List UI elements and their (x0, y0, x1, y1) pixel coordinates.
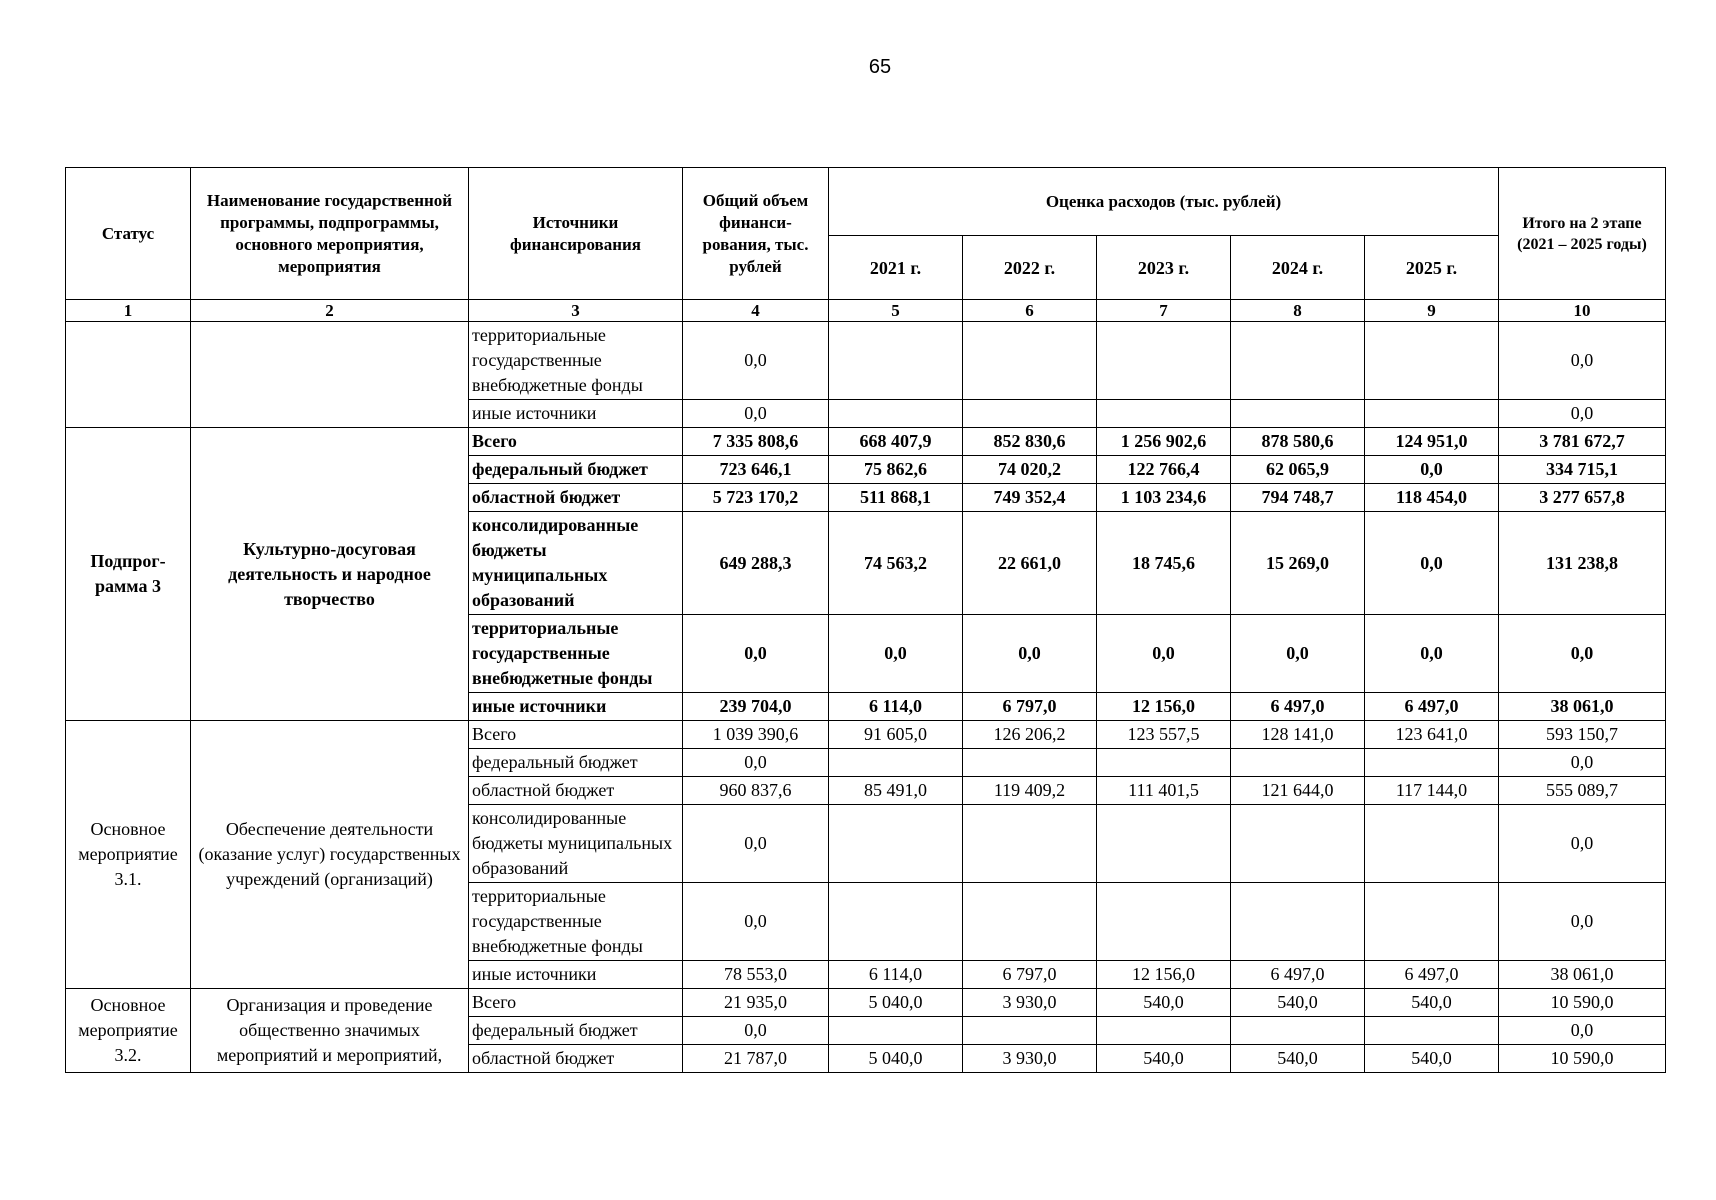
amount-cell: 6 114,0 (829, 961, 963, 989)
amount-cell: 0,0 (683, 615, 829, 693)
header-stage-total: Итого на 2 этапе (2021 – 2025 годы) (1499, 168, 1666, 300)
amount-cell (963, 749, 1097, 777)
amount-cell (1231, 1017, 1365, 1045)
amount-cell: 0,0 (683, 805, 829, 883)
amount-cell: 0,0 (829, 615, 963, 693)
header-year-2023: 2023 г. (1097, 236, 1231, 300)
amount-cell: 18 745,6 (1097, 512, 1231, 615)
amount-cell: 5 040,0 (829, 1045, 963, 1073)
amount-cell: 0,0 (683, 749, 829, 777)
amount-cell: 649 288,3 (683, 512, 829, 615)
amount-cell: 0,0 (1231, 615, 1365, 693)
amount-cell: 131 238,8 (1499, 512, 1666, 615)
amount-cell: 38 061,0 (1499, 693, 1666, 721)
amount-cell: 668 407,9 (829, 428, 963, 456)
amount-cell: 117 144,0 (1365, 777, 1499, 805)
amount-cell: 91 605,0 (829, 721, 963, 749)
status-cell: Основное мероприятие 3.1. (66, 721, 191, 989)
amount-cell (1231, 805, 1365, 883)
amount-cell: 74 563,2 (829, 512, 963, 615)
amount-cell (1097, 805, 1231, 883)
amount-cell (1231, 749, 1365, 777)
amount-cell: 74 020,2 (963, 456, 1097, 484)
amount-cell (1231, 322, 1365, 400)
column-number: 2 (191, 300, 469, 322)
amount-cell (1365, 805, 1499, 883)
funding-source-cell: территориальные государственные внебюджетные фонды (469, 883, 683, 961)
amount-cell: 593 150,7 (1499, 721, 1666, 749)
amount-cell: 0,0 (1365, 615, 1499, 693)
amount-cell: 540,0 (1231, 1045, 1365, 1073)
amount-cell: 3 277 657,8 (1499, 484, 1666, 512)
amount-cell (829, 400, 963, 428)
amount-cell: 0,0 (683, 883, 829, 961)
header-sources: Источники финансирования (469, 168, 683, 300)
amount-cell: 334 715,1 (1499, 456, 1666, 484)
amount-cell: 0,0 (1499, 1017, 1666, 1045)
amount-cell (1231, 400, 1365, 428)
funding-source-cell: областной бюджет (469, 1045, 683, 1073)
amount-cell (1231, 883, 1365, 961)
amount-cell: 852 830,6 (963, 428, 1097, 456)
funding-source-cell: территориальные государственные внебюджетные фонды (469, 322, 683, 400)
amount-cell: 0,0 (1499, 883, 1666, 961)
amount-cell (1365, 400, 1499, 428)
amount-cell: 3 930,0 (963, 1045, 1097, 1073)
amount-cell (963, 1017, 1097, 1045)
amount-cell: 62 065,9 (1231, 456, 1365, 484)
amount-cell: 239 704,0 (683, 693, 829, 721)
amount-cell: 21 787,0 (683, 1045, 829, 1073)
amount-cell (1097, 749, 1231, 777)
amount-cell: 124 951,0 (1365, 428, 1499, 456)
amount-cell: 126 206,2 (963, 721, 1097, 749)
amount-cell: 0,0 (683, 400, 829, 428)
funding-source-cell: Всего (469, 989, 683, 1017)
amount-cell: 118 454,0 (1365, 484, 1499, 512)
amount-cell: 6 797,0 (963, 961, 1097, 989)
table-body (66, 300, 1666, 1073)
status-cell: Основное мероприятие 3.2. (66, 989, 191, 1073)
amount-cell (1097, 883, 1231, 961)
funding-source-cell: иные источники (469, 961, 683, 989)
amount-cell: 1 103 234,6 (1097, 484, 1231, 512)
amount-cell: 12 156,0 (1097, 961, 1231, 989)
amount-cell: 3 930,0 (963, 989, 1097, 1017)
amount-cell: 12 156,0 (1097, 693, 1231, 721)
amount-cell: 10 590,0 (1499, 989, 1666, 1017)
amount-cell: 6 797,0 (963, 693, 1097, 721)
column-number: 6 (963, 300, 1097, 322)
amount-cell: 540,0 (1365, 989, 1499, 1017)
amount-cell: 119 409,2 (963, 777, 1097, 805)
amount-cell: 6 497,0 (1231, 961, 1365, 989)
amount-cell: 0,0 (1499, 615, 1666, 693)
status-cell: Подпрог-рамма 3 (66, 428, 191, 721)
amount-cell: 749 352,4 (963, 484, 1097, 512)
funding-source-cell: Всего (469, 428, 683, 456)
program-name-cell: Обеспечение деятельности (оказание услуг) государственных учреждений (организаций) (191, 721, 469, 989)
header-total: Общий объем финанси-рования, тыс. рублей (683, 168, 829, 300)
header-name: Наименование государственной программы, подпрограммы, основного мероприятия, мероприятия (191, 168, 469, 300)
funding-source-cell: областной бюджет (469, 484, 683, 512)
amount-cell (963, 322, 1097, 400)
amount-cell (963, 400, 1097, 428)
amount-cell: 0,0 (1499, 749, 1666, 777)
amount-cell: 555 089,7 (1499, 777, 1666, 805)
amount-cell (829, 805, 963, 883)
header-estimate: Оценка расходов (тыс. рублей) (829, 168, 1499, 236)
program-name-cell: Культурно-досуговая деятельность и народное творчество (191, 428, 469, 721)
amount-cell (829, 749, 963, 777)
page-number: 65 (868, 56, 892, 78)
column-number: 7 (1097, 300, 1231, 322)
amount-cell (1097, 322, 1231, 400)
status-cell (66, 322, 191, 428)
amount-cell: 38 061,0 (1499, 961, 1666, 989)
amount-cell: 7 335 808,6 (683, 428, 829, 456)
table-header (66, 168, 1666, 300)
amount-cell: 121 644,0 (1231, 777, 1365, 805)
column-number: 4 (683, 300, 829, 322)
amount-cell: 21 935,0 (683, 989, 829, 1017)
funding-source-cell: федеральный бюджет (469, 1017, 683, 1045)
header-year-2022: 2022 г. (963, 236, 1097, 300)
amount-cell: 10 590,0 (1499, 1045, 1666, 1073)
program-name-cell (191, 322, 469, 428)
column-number: 10 (1499, 300, 1666, 322)
funding-source-cell: федеральный бюджет (469, 456, 683, 484)
amount-cell: 0,0 (1365, 456, 1499, 484)
amount-cell: 5 723 170,2 (683, 484, 829, 512)
amount-cell: 540,0 (1365, 1045, 1499, 1073)
table-row (66, 322, 1666, 400)
amount-cell: 122 766,4 (1097, 456, 1231, 484)
funding-source-cell: иные источники (469, 693, 683, 721)
amount-cell (829, 1017, 963, 1045)
amount-cell (1365, 883, 1499, 961)
amount-cell: 960 837,6 (683, 777, 829, 805)
amount-cell (1365, 322, 1499, 400)
amount-cell: 540,0 (1097, 1045, 1231, 1073)
amount-cell: 75 862,6 (829, 456, 963, 484)
header-year-2024: 2024 г. (1231, 236, 1365, 300)
amount-cell: 5 040,0 (829, 989, 963, 1017)
amount-cell (1097, 400, 1231, 428)
header-year-2025: 2025 г. (1365, 236, 1499, 300)
amount-cell: 1 039 390,6 (683, 721, 829, 749)
amount-cell: 0,0 (1499, 400, 1666, 428)
amount-cell: 0,0 (683, 322, 829, 400)
amount-cell: 794 748,7 (1231, 484, 1365, 512)
financing-table (65, 167, 1666, 1073)
funding-source-cell: консолидированные бюджеты муниципальных образований (469, 512, 683, 615)
amount-cell (963, 883, 1097, 961)
header-year-2021: 2021 г. (829, 236, 963, 300)
funding-source-cell: территориальные государственные внебюджетные фонды (469, 615, 683, 693)
amount-cell: 0,0 (683, 1017, 829, 1045)
amount-cell: 123 641,0 (1365, 721, 1499, 749)
funding-source-cell: Всего (469, 721, 683, 749)
amount-cell (829, 883, 963, 961)
table-row (66, 721, 1666, 749)
amount-cell: 85 491,0 (829, 777, 963, 805)
program-name-cell: Организация и проведение общественно значимых мероприятий и мероприятий, (191, 989, 469, 1073)
amount-cell (1365, 749, 1499, 777)
amount-cell: 1 256 902,6 (1097, 428, 1231, 456)
amount-cell (1365, 1017, 1499, 1045)
amount-cell: 78 553,0 (683, 961, 829, 989)
amount-cell (963, 805, 1097, 883)
column-number: 9 (1365, 300, 1499, 322)
amount-cell: 6 114,0 (829, 693, 963, 721)
amount-cell: 128 141,0 (1231, 721, 1365, 749)
amount-cell: 111 401,5 (1097, 777, 1231, 805)
amount-cell: 123 557,5 (1097, 721, 1231, 749)
funding-source-cell: областной бюджет (469, 777, 683, 805)
amount-cell: 6 497,0 (1231, 693, 1365, 721)
funding-source-cell: консолидированные бюджеты муниципальных образований (469, 805, 683, 883)
funding-source-cell: иные источники (469, 400, 683, 428)
amount-cell: 0,0 (1097, 615, 1231, 693)
amount-cell: 0,0 (1499, 805, 1666, 883)
amount-cell: 6 497,0 (1365, 693, 1499, 721)
amount-cell: 0,0 (1365, 512, 1499, 615)
amount-cell (1097, 1017, 1231, 1045)
table-row (66, 428, 1666, 456)
table-row (66, 989, 1666, 1017)
amount-cell: 540,0 (1097, 989, 1231, 1017)
amount-cell: 540,0 (1231, 989, 1365, 1017)
amount-cell: 511 868,1 (829, 484, 963, 512)
amount-cell: 3 781 672,7 (1499, 428, 1666, 456)
amount-cell: 0,0 (963, 615, 1097, 693)
header-status: Статус (66, 168, 191, 300)
column-number: 3 (469, 300, 683, 322)
amount-cell: 0,0 (1499, 322, 1666, 400)
amount-cell: 22 661,0 (963, 512, 1097, 615)
amount-cell: 723 646,1 (683, 456, 829, 484)
funding-source-cell: федеральный бюджет (469, 749, 683, 777)
column-number: 8 (1231, 300, 1365, 322)
amount-cell: 15 269,0 (1231, 512, 1365, 615)
amount-cell: 878 580,6 (1231, 428, 1365, 456)
amount-cell (829, 322, 963, 400)
column-numbers-row (66, 300, 1666, 322)
amount-cell: 6 497,0 (1365, 961, 1499, 989)
column-number: 1 (66, 300, 191, 322)
column-number: 5 (829, 300, 963, 322)
